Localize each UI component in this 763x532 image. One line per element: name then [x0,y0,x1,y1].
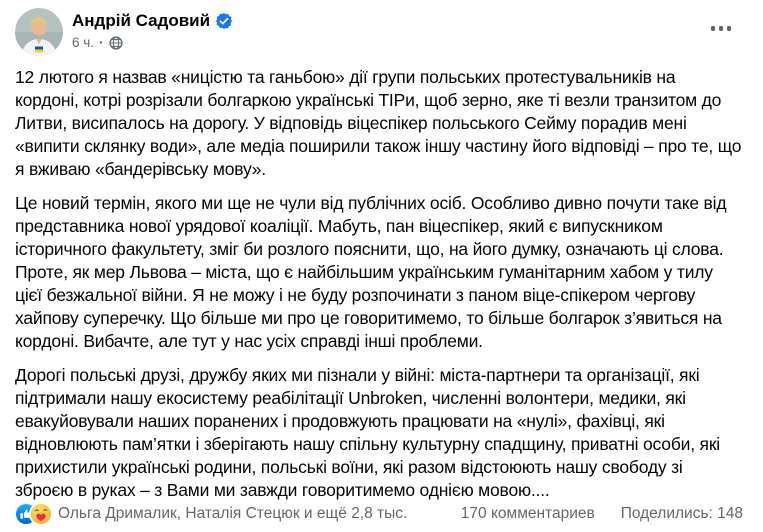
reactions-names[interactable]: Ольга Дрималик, Наталія Стецюк и ещё 2,8 тыс. [58,505,408,522]
more-options-button[interactable] [705,20,738,37]
header-info [72,8,232,50]
post-paragraph-1: 12 лютого я назвав «ницістю та ганьбою» дії групи польських протестувальників на кордоні, котрі розрізали болгаркою українські ТІРи, щоб зерно, яке ті везли транзитом до Литви, висипалось на дорогу. У відповідь віцеспікер польського Сейму порадив мені «випити склянку води», але медіа поширили також іншу частину його відповіді – про те, що я вживаю «бандерівську мову». [15,67,742,179]
meta-separator: · [99,35,104,50]
shares-count[interactable]: Поделились: 148 [620,505,743,522]
globe-public-icon [109,36,123,50]
verified-badge-icon [216,13,232,29]
avatar-image [15,8,63,56]
engagement-bar [16,503,743,525]
ellipsis-dot [719,26,724,31]
care-reaction-icon[interactable] [31,504,51,524]
post-meta-row [72,35,232,50]
author-avatar[interactable] [15,8,63,56]
ellipsis-dot [727,26,732,31]
post-body [15,66,743,502]
comments-count[interactable]: 170 комментариев [460,505,595,522]
author-name-row [72,11,232,31]
counts-group [461,505,743,523]
post-paragraph-2: Це новий термін, якого ми ще не чули від публічних осіб. Особливо дивно почути таке від представника нової урядової коаліції. Мабуть, пан віцеспікер, який є випускником історичного факультету, зміг би розлого пояснити, що, на його думку, означають ці слова. Проте, як мер Львова – міста, що є найбільшим українським гуманітарним хабом у тилу цієї безжальної війни. Я не можу і не буду розпочинати з паном віце-спікером чергову хайпову суперечку. Що більше ми про це говоритимемо, то більше болгарок з’явиться на кордоні. Вибачте, але тут у нас усіх справді інші проблеми. [15,193,727,351]
post-paragraph-3: Дорогі польські друзі, дружбу яких ми пізнали у війні: міста-партнери та організації, які підтримали нашу екосистему реабілітації Unbroken, численні волонтери, медики, які евакуйовували наших поранених і продовжують працювати на «нулі», фахівці, які відновлюють пам’ятки і зберігають нашу спільну культурну спадщину, приватні особи, які прихистили українські родини, польські воїни, які разом відстоюють нашу свободу зі зброєю в руках – з Вами ми завжди говоритимемо однією мовою.... [15,365,720,500]
post-header [15,8,743,56]
reactions-summary[interactable] [16,504,407,524]
author-name[interactable]: Андрій Садовий [72,11,211,30]
post-timestamp[interactable]: 6 ч. [72,35,95,50]
ellipsis-dot [711,26,716,31]
